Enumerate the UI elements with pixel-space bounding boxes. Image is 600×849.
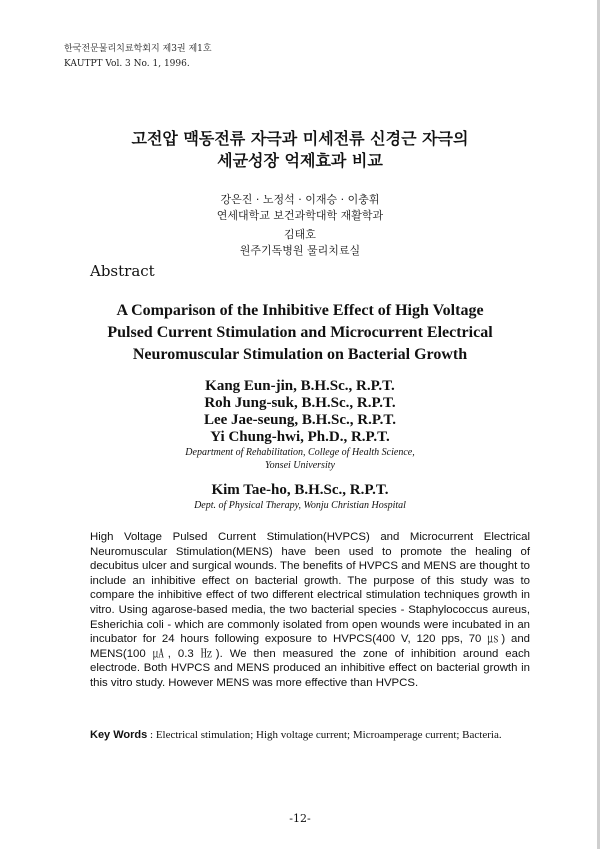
english-authors-group2 [0, 482, 600, 512]
affiliation-line: Department of Rehabilitation, College of Health Science, [185, 447, 415, 458]
keywords-separator: : [147, 729, 156, 741]
english-title [0, 300, 600, 366]
english-title-line: Pulsed Current Stimulation and Microcurrent Electrical [107, 324, 493, 341]
keywords-text: Electrical stimulation; High voltage current; Microamperage current; Bacteria. [155, 729, 502, 741]
page-number: -12- [289, 812, 311, 825]
english-title-line: A Comparison of the Inhibitive Effect of High Voltage [116, 302, 484, 319]
korean-author-names: 김태호 [284, 228, 316, 241]
author-name: Lee Jae-seung, B.H.Sc., R.P.T. [203, 412, 397, 428]
korean-author-names: 강은진 · 노정석 · 이재승 · 이충휘 [220, 193, 380, 206]
keywords-label: Key Words [90, 729, 148, 741]
abstract-heading: Abstract [90, 262, 155, 280]
korean-authors-group2 [0, 227, 600, 259]
author-name: Roh Jung-suk, B.H.Sc., R.P.T. [204, 395, 396, 411]
keywords-line [90, 728, 530, 742]
english-authors-group1 [0, 378, 600, 472]
korean-affiliation: 연세대학교 보건과학대학 재활학과 [216, 209, 384, 222]
abstract-body: High Voltage Pulsed Current Stimulation(HVPCS) and Microcurrent Electrical Neuromuscular Stimulation(MENS) have been used to promote the healing of decubitus ulcer and surgical wounds. The benefits of HVPCS and MENS are thought to include an inhibitive effect on bacterial growth. The purpose of this study was to compare the inhibitive effect of two different electrical stimulation techniques growth in vitro. Using agarose-based media, the two bacterial species - Staphylococcus aureus, Esherichia coli - which are commonly isolated from open wounds were incubated in an incubator for 24 hours following exposure to HVPCS(400 V, 120 pps, 70 ㎲) and MENS(100 ㎂, 0.3 ㎐). We then measured the zone of inhibition around each electrode. Both HVPCS and MENS produced an inhibitive effect on bacterial growth in this vitro study. However MENS was more effective than HVPCS. [90, 531, 530, 689]
english-title-line: Neuromuscular Stimulation on Bacterial Growth [132, 346, 468, 363]
korean-authors-group1 [0, 192, 600, 224]
affiliation-line: Yonsei University [265, 460, 335, 471]
author-name: Kang Eun-jin, B.H.Sc., R.P.T. [205, 378, 395, 394]
journal-citation: KAUTPT Vol. 3 No. 1, 1996. [64, 59, 190, 69]
korean-affiliation: 원주기독병원 물리치료실 [239, 244, 361, 257]
korean-title [0, 128, 600, 172]
korean-title-line: 고전압 맥동전류 자극과 미세전류 신경근 자극의 [131, 129, 469, 148]
author-name: Yi Chung-hwi, Ph.D., R.P.T. [210, 429, 390, 445]
affiliation-line: Dept. of Physical Therapy, Wonju Christian Hospital [194, 500, 406, 511]
author-name: Kim Tae-ho, B.H.Sc., R.P.T. [211, 482, 389, 498]
korean-title-line: 세균성장 억제효과 비교 [217, 151, 383, 170]
journal-header [64, 42, 212, 72]
journal-korean-name: 한국전문물리치료학회지 제3권 제1호 [64, 44, 212, 54]
